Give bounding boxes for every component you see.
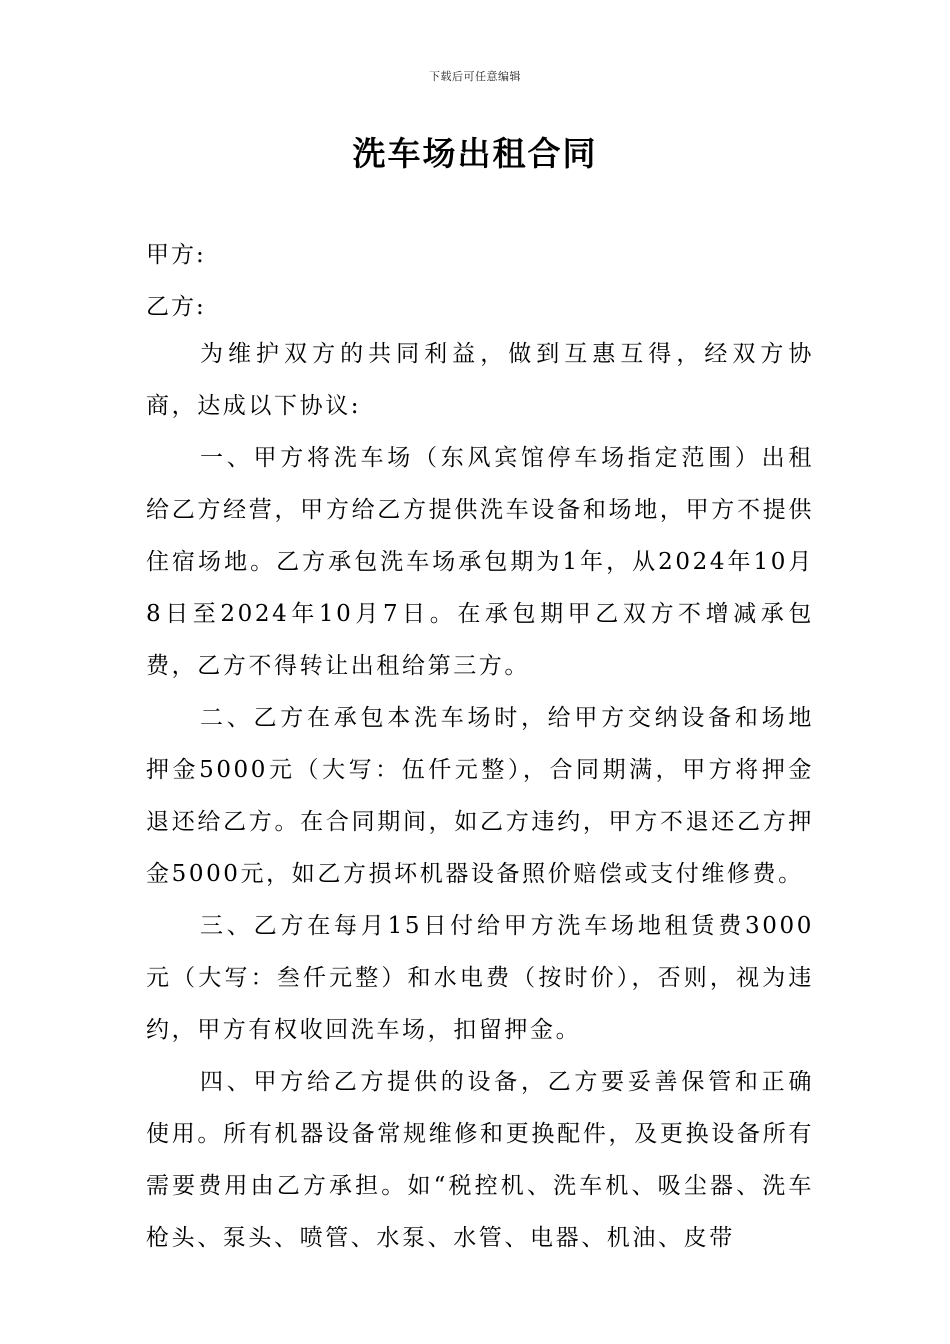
contract-body (146, 328, 814, 1264)
document-title: 洗车场出租合同 (352, 134, 598, 173)
paragraph-clause-1: 一、甲方将洗车场（东风宾馆停车场指定范围）出租给乙方经营，甲方给乙方提供洗车设备和场地，甲方不提供住宿场地。乙方承包洗车场承包期为1年，从2024年10月8日至2024年10月7日。在承包期甲乙双方不增减承包费，乙方不得转让出租给第三方。 (146, 445, 814, 679)
header-note: 下载后可任意编辑 (429, 70, 521, 83)
paragraph-clause-3: 三、乙方在每月15日付给甲方洗车场地租赁费3000元（大写：叁仟元整）和水电费（按时价），否则，视为违约，甲方有权收回洗车场，扣留押金。 (146, 913, 814, 1043)
paragraph-clause-4: 四、甲方给乙方提供的设备，乙方要妥善保管和正确使用。所有机器设备常规维修和更换配件，及更换设备所有需要费用由乙方承担。如“税控机、洗车机、吸尘器、洗车枪头、泵头、喷管、水泵、水管、电器、机油、皮带 (146, 1069, 814, 1251)
party-b-label: 乙方: (146, 294, 206, 320)
paragraph-clause-2: 二、乙方在承包本洗车场时，给甲方交纳设备和场地押金5000元（大写：伍仟元整），合同期满，甲方将押金退还给乙方。在合同期间，如乙方违约，甲方不退还乙方押金5000元，如乙方损坏机器设备照价赔偿或支付维修费。 (146, 705, 814, 887)
paragraph-intro: 为维护双方的共同利益，做到互惠互得，经双方协商，达成以下协议: (146, 341, 814, 419)
party-a-label: 甲方: (146, 242, 206, 268)
